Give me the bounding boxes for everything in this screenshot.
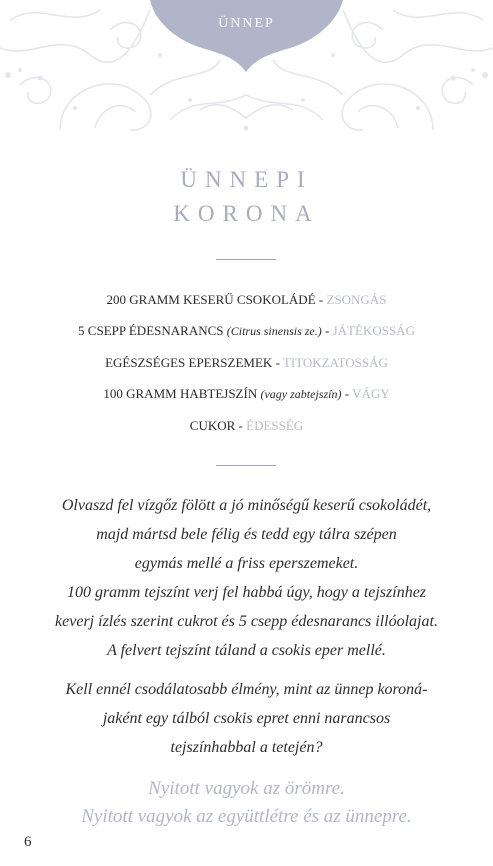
ingredient-value: TITOKZATOSSÁG [282,355,388,370]
ingredient-note: (vagy zabtejszín) [260,387,342,401]
title-line-1: ÜNNEPI [180,167,313,192]
ingredient-row: 100 GRAMM HABTEJSZÍN (vagy zabtejszín) - VÁGY [103,386,390,401]
method-text [20,491,473,762]
section-tab-label: ÜNNEP [218,16,275,31]
page-title [0,163,493,231]
ingredient-list [0,284,493,441]
method-line: egymás mellé a friss eperszemeket. [134,555,359,572]
ingredient-value: VÁGY [352,386,390,401]
method-paragraph-2 [20,675,473,762]
ingredient-value: ZSONGÁS [326,292,387,307]
method-line: jaként egy tálból csokis epret enni narancsos [102,710,391,727]
ingredient-value: JÁTÉKOSSÁG [332,323,415,338]
method-line: keverj ízlés szerint cukrot és 5 csepp édesnarancs illóolajat. [55,613,438,630]
page-number: 6 [24,834,32,850]
ingredient-note: (Citrus sinensis ze.) [226,324,322,338]
method-line: 100 gramm tejszínt verj fel habbá úgy, hogy a tejszínhez [66,584,427,601]
divider-top [216,259,276,260]
method-line: majd mártsd bele félig és tedd egy tálra szépen [96,526,397,543]
closing-affirmation [0,775,493,831]
method-line: Kell ennél csodálatosabb élmény, mint az ünnep koroná- [65,681,428,698]
ingredient-name: 100 GRAMM HABTEJSZÍN [103,386,258,401]
ingredient-name: EGÉSZSÉGES EPERSZEMEK [105,355,273,370]
ingredient-value: ÉDESSÉG [246,418,304,433]
ingredient-name: 200 GRAMM KESERŰ CSOKOLÁDÉ [106,292,316,307]
ingredient-row: 5 CSEPP ÉDESNARANCS (Citrus sinensis ze.) - JÁTÉKOSSÁG [78,323,415,338]
method-line: A felvert tejszínt táland a csokis eper mellé. [107,642,386,659]
ingredient-row: EGÉSZSÉGES EPERSZEMEK - TITOKZATOSSÁG [105,355,388,370]
ingredient-row: 200 GRAMM KESERŰ CSOKOLÁDÉ - ZSONGÁS [106,292,387,307]
divider-bottom [216,465,276,466]
ingredient-name: CUKOR [189,418,236,433]
affirmation-line: Nyitott vagyok az örömre. [148,778,345,799]
method-line: tejszínhabbal a tetején? [170,739,323,756]
ingredient-name: 5 CSEPP ÉDESNARANCS [78,323,224,338]
ingredient-row: CUKOR - ÉDESSÉG [189,418,304,433]
method-line: Olvaszd fel vízgőz fölött a jó minőségű keserű csokoládét, [61,497,432,514]
affirmation-line: Nyitott vagyok az együttlétre és az ünnepre. [81,806,412,827]
method-paragraph-1 [20,491,473,665]
title-line-2: KORONA [173,201,320,226]
